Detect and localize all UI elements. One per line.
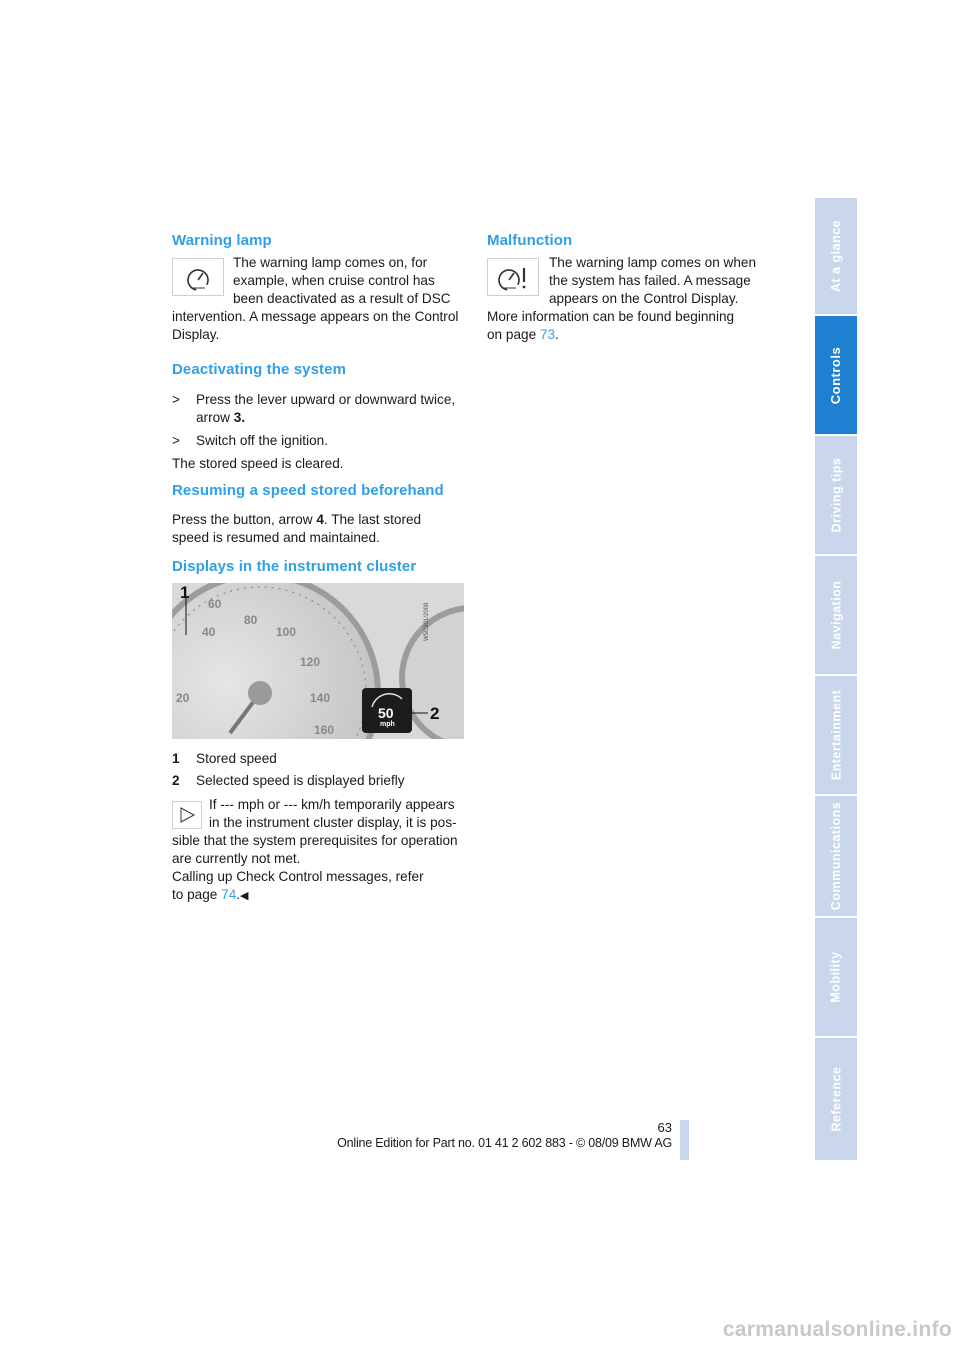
page-link-73[interactable]: 73 — [539, 327, 556, 342]
deactivating-after: The stored speed is cleared. — [172, 456, 344, 471]
gauge-tick-100: 100 — [276, 625, 297, 639]
displays-list — [172, 750, 472, 790]
heading-deactivating: Deactivating the system — [172, 361, 347, 378]
end-mark: ◀ — [240, 890, 249, 902]
chapter-sidebar — [815, 198, 857, 1160]
footer-edition: Online Edition for Part no. 01 41 2 602 883 - © 08/09 BMW AG — [337, 1136, 672, 1150]
heading-displays: Displays in the instrument cluster — [172, 558, 417, 575]
page-number: 63 — [657, 1120, 672, 1135]
tab-reference[interactable]: Reference — [815, 1038, 857, 1160]
speed-value: 50 — [378, 705, 394, 721]
bullet-item — [172, 391, 472, 427]
list-item: 1 Stored speed — [172, 751, 277, 766]
watermark: carmanualsonline.info — [722, 1318, 952, 1341]
gauge-tick-80: 80 — [244, 613, 258, 627]
list-item: 2 Selected speed is displayed briefly — [172, 773, 405, 788]
tab-driving-tips[interactable]: Driving tips — [815, 436, 857, 554]
instrument-cluster-image — [172, 583, 464, 739]
note-text: If --- mph or --- km/h temporarily appears in the instrument cluster display, it is pos- — [209, 797, 457, 830]
malfunction-text: The warning lamp comes on when the system has failed. A message appears on the Control Display. — [549, 255, 757, 306]
left-column — [172, 232, 467, 250]
bullet1-line1: Press the lever upward or downward twice, — [196, 392, 456, 407]
page-link-74[interactable]: 74 — [221, 887, 237, 902]
note-triangle-icon — [172, 801, 202, 829]
heading-warning-lamp: Warning lamp — [172, 232, 272, 249]
tab-communications[interactable]: Communications — [815, 796, 857, 916]
tab-controls[interactable]: Controls — [815, 316, 857, 434]
resuming-line1: Press the button, arrow 4. The last stored — [172, 512, 422, 527]
warning-line-2: example, when cruise control has — [233, 273, 435, 288]
gauge-tick-20: 20 — [176, 691, 190, 705]
malfunction-heading-wrap — [487, 232, 782, 250]
gauge-tick-40: 40 — [202, 625, 216, 639]
tab-entertainment[interactable]: Entertainment — [815, 676, 857, 794]
warning-cont-1: intervention. A message appears on the Control — [172, 309, 459, 324]
callout-2: 2 — [430, 704, 440, 723]
bullet-marker: > — [172, 392, 180, 407]
warning-lamp-cont — [172, 308, 472, 344]
warning-line-1: The warning lamp comes on, for — [233, 255, 428, 270]
cruise-warning-lamp-icon — [172, 258, 224, 296]
tab-navigation[interactable]: Navigation — [815, 556, 857, 674]
warning-lamp-text — [233, 254, 468, 308]
resuming-line2: speed is resumed and maintained. — [172, 530, 380, 545]
gauge-tick-160: 160 — [314, 723, 335, 737]
heading-resuming: Resuming a speed stored beforehand — [172, 482, 444, 499]
bullet-marker: > — [172, 433, 180, 448]
bullet2-text: Switch off the ignition. — [196, 433, 328, 448]
footer-bar — [680, 1120, 689, 1160]
callout-1: 1 — [180, 583, 190, 602]
tab-at-a-glance[interactable]: At a glance — [815, 198, 857, 314]
speed-unit: mph — [380, 721, 395, 728]
gauge-tick-60: 60 — [208, 597, 222, 611]
cruise-malfunction-icon — [487, 258, 539, 296]
bullet-item — [172, 432, 472, 450]
heading-malfunction: Malfunction — [487, 232, 573, 249]
malfunction-cont: More information can be found beginning on page 73. — [487, 309, 735, 342]
image-code: W5C801/2008 — [424, 602, 430, 641]
note-cont: sible that the system prerequisites for operation are currently not met. Calling up Check Control messages, refer to page 74.◀ — [172, 833, 458, 902]
gauge-tick-120: 120 — [300, 655, 321, 669]
warning-cont-2: Display. — [172, 327, 220, 342]
deactivating-section — [172, 361, 472, 473]
displays-heading-wrap — [172, 558, 472, 576]
resuming-section — [172, 482, 472, 547]
bullet1-line2: arrow 3. — [196, 410, 246, 425]
gauge-tick-140: 140 — [310, 691, 331, 705]
tab-mobility[interactable]: Mobility — [815, 918, 857, 1036]
warning-line-3: been deactivated as a result of DSC — [233, 291, 451, 306]
